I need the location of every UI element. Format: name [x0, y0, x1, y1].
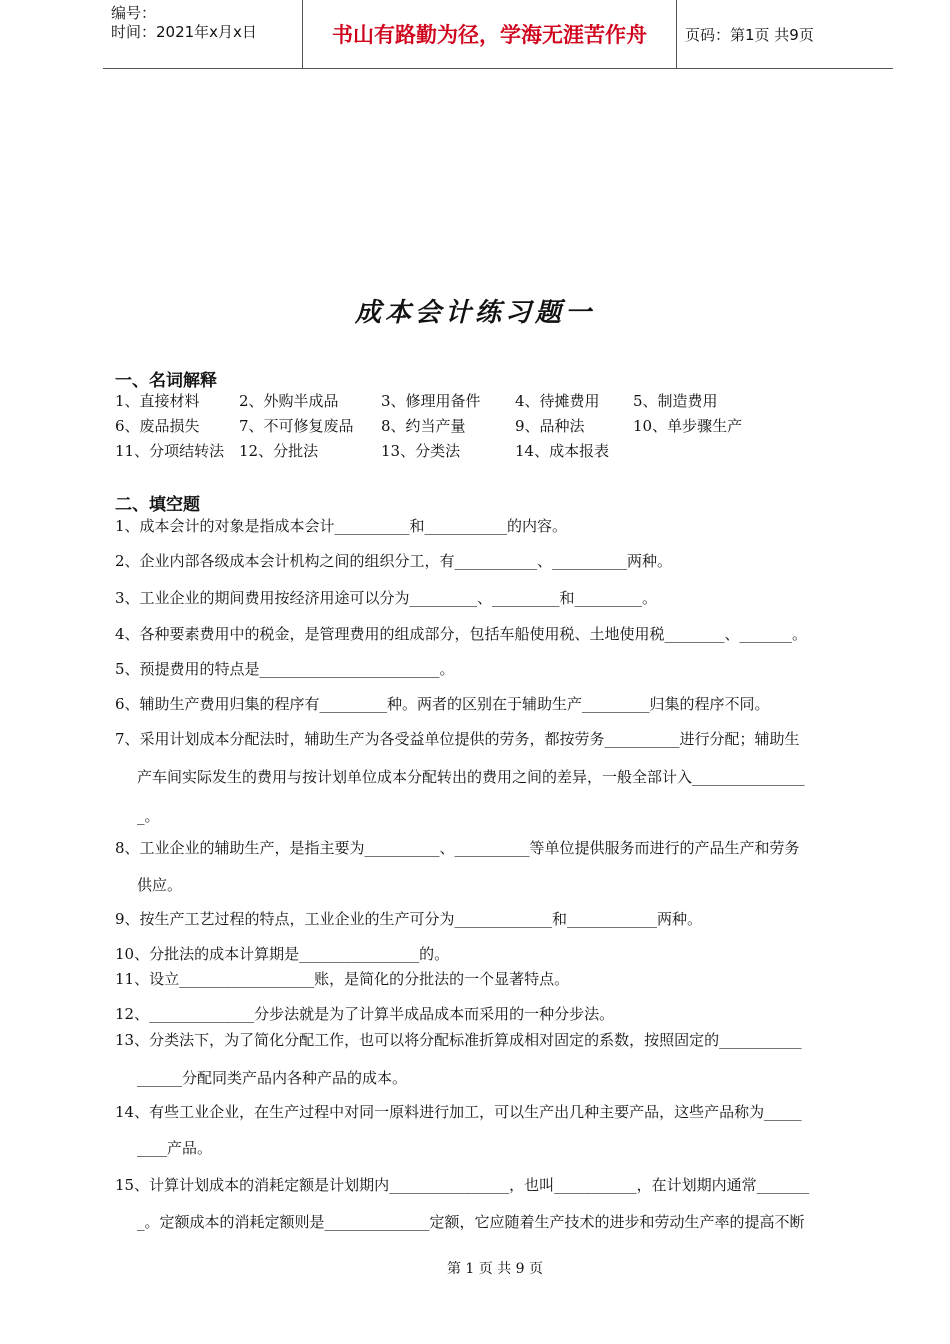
- term-row: [115, 388, 773, 413]
- term-item: 8、约当产量: [381, 417, 466, 435]
- term-item: 7、不可修复废品: [239, 417, 354, 435]
- question-line: 6、辅助生产费用归集的程序有_________种。两者的区别在于辅助生产_________归集的程序不同。: [115, 695, 770, 713]
- question-line: 产车间实际发生的费用与按计划单位成本分配转出的费用之间的差异，一般全部计入_______________: [137, 768, 805, 786]
- question-line: ______分配同类产品内各种产品的成本。: [137, 1069, 408, 1087]
- header-page-info: 页码：第1页 共9页: [685, 25, 814, 44]
- term-item: 10、单步骤生产: [633, 417, 743, 435]
- term-item: 13、分类法: [381, 442, 461, 460]
- question-line: 4、各种要素费用中的税金，是管理费用的组成部分，包括车船使用税、土地使用税________、_______。: [115, 625, 808, 643]
- term-item: 14、成本报表: [515, 442, 610, 460]
- question-line: 13、分类法下，为了简化分配工作，也可以将分配标准折算成相对固定的系数，按照固定的___________: [115, 1031, 802, 1049]
- term-grid: [115, 388, 773, 463]
- question-line: 1、成本会计的对象是指成本会计__________和___________的内容。: [115, 517, 568, 535]
- serial-label: 编号：: [111, 4, 157, 22]
- question-line: 10、分批法的成本计算期是________________的。: [115, 945, 450, 963]
- question-line: ____产品。: [137, 1139, 213, 1157]
- question-line: 15、计算计划成本的消耗定额是计划期内________________，也叫___________，在计划期内通常_______: [115, 1176, 810, 1194]
- time-label: 时间：2021年x月x日: [111, 23, 257, 41]
- header-meta: [103, 0, 303, 68]
- question-line: 2、企业内部各级成本会计机构之间的组织分工，有___________、__________两种。: [115, 552, 673, 570]
- term-item: 5、制造费用: [633, 392, 718, 410]
- question-line: 5、预提费用的特点是________________________。: [115, 660, 455, 678]
- section2-heading: 二、填空题: [115, 495, 200, 515]
- term-item: 2、外购半成品: [239, 392, 339, 410]
- term-row: [115, 413, 773, 438]
- term-item: 12、分批法: [239, 442, 319, 460]
- section1-heading: 一、名词解释: [115, 371, 217, 391]
- document-title: 成本会计练习题一: [354, 298, 595, 328]
- term-row: [115, 438, 773, 463]
- page-footer: 第 1 页 共 9 页: [446, 1261, 544, 1277]
- question-line: 14、有些工业企业，在生产过程中对同一原料进行加工，可以生产出几种主要产品，这些产品称为_____: [115, 1103, 802, 1121]
- question-line: 3、工业企业的期间费用按经济用途可以分为_________、_________和_________。: [115, 589, 658, 607]
- question-line: 11、设立__________________账，是简化的分批法的一个显著特点。: [115, 970, 570, 988]
- term-item: 4、待摊费用: [515, 392, 600, 410]
- term-item: 11、分项结转法: [115, 442, 225, 460]
- question-line: _。定额成本的消耗定额则是______________定额，它应随着生产技术的进步和劳动生产率的提高不断: [137, 1213, 805, 1231]
- question-line: 8、工业企业的辅助生产，是指主要为__________、__________等单位提供服务而进行的产品生产和劳务: [115, 839, 800, 857]
- term-item: 3、修理用备件: [381, 392, 481, 410]
- question-line: 9、按生产工艺过程的特点，工业企业的生产可分为_____________和____________两种。: [115, 910, 703, 928]
- header-motto: 书山有路勤为径，学海无涯苦作舟: [303, 0, 677, 68]
- term-item: 9、品种法: [515, 417, 585, 435]
- page-header: [103, 0, 893, 69]
- term-item: 1、直接材料: [115, 392, 200, 410]
- question-line: 12、______________分步法就是为了计算半成品成本而采用的一种分步法。: [115, 1005, 615, 1023]
- term-item: 6、废品损失: [115, 417, 200, 435]
- question-line: 供应。: [137, 876, 183, 894]
- question-line: 7、采用计划成本分配法时，辅助生产为各受益单位提供的劳务，都按劳务__________进行分配；辅助生: [115, 730, 800, 748]
- question-line: _。: [137, 807, 160, 825]
